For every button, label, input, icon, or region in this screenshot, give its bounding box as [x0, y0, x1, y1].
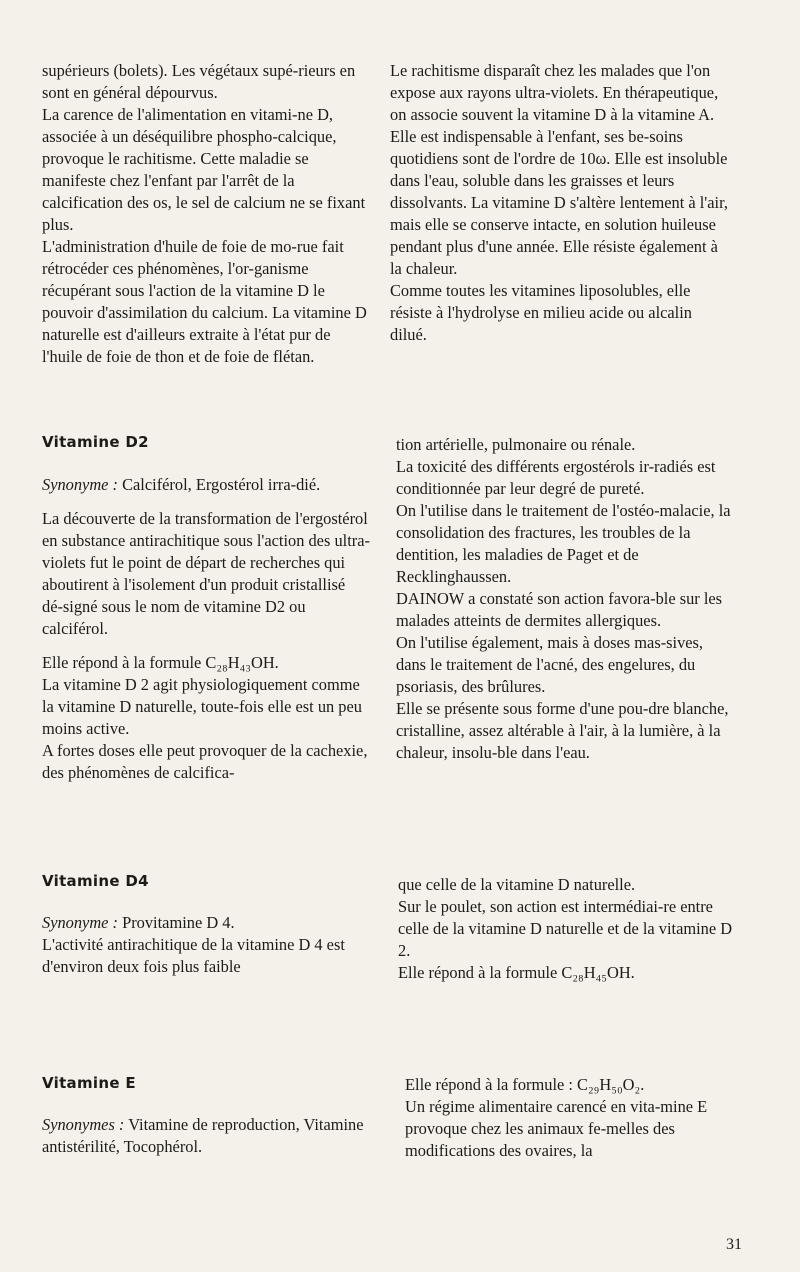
synonym-text: Calciférol, Ergostérol irra-dié. [118, 475, 321, 494]
paragraph: A fortes doses elle peut provoquer de la cachexie, des phénomènes de calcifica- [42, 741, 368, 782]
paragraph: La carence de l'alimentation en vitami-ne D, associée à un déséquilibre phospho-calcique, provoque le rachitisme. Cette maladie se manifeste chez l'enfant par l'arrêt de la calcification des os, le sel de calcium ne se fixant plus. [42, 105, 366, 234]
paragraph: On l'utilise également, mais à doses mas-sives, dans le traitement de l'acné, des engelures, du psoriasis, des brûlures. [396, 633, 704, 696]
synonym-line [42, 474, 370, 496]
synonym-line [42, 912, 370, 934]
paragraph: Elle est indispensable à l'enfant, ses be-soins quotidiens sont de l'ordre de 10ω. Elle est insoluble dans l'eau, soluble dans les graisses et leurs dissolvants. La vitamine D s'altère lentement à l'air, mais elle se conserve intacte, en solution huileuse pendant plus d'une année. Elle résiste également à la chaleur. [390, 127, 728, 278]
block1-left-column [42, 60, 367, 368]
paragraph: Un régime alimentaire carencé en vita-mine E provoque chez les animaux fe-melles des modifications des ovaires, la [405, 1097, 708, 1160]
synonym-text: Provitamine D 4. [118, 913, 235, 932]
formula-line: Elle répond à la formule C₂₈H₄₅OH. [398, 963, 635, 982]
synonym-line [42, 1114, 374, 1158]
section-heading-d2: Vitamine D2 [42, 433, 149, 451]
section-heading-e: Vitamine E [42, 1074, 136, 1092]
d4-right-column [398, 874, 734, 984]
paragraph: DAINOW a constaté son action favora-ble sur les malades atteints de dermites allergiques. [396, 589, 723, 630]
paragraph: L'administration d'huile de foie de mo-rue fait rétrocéder ces phénomènes, l'or-ganisme récupérant sous l'action de la vitamine D le pouvoir d'assimilation du calcium. La vitamine D naturelle est d'ailleurs extraite à l'état pur de l'huile de foie de thon et de foie de flétan. [42, 237, 367, 366]
paragraph: Comme toutes les vitamines liposolubles, elle résiste à l'hydrolyse en milieu acide ou alcalin dilué. [390, 281, 692, 344]
synonym-text: Vitamine de reproduction, Vitamine antistérilité, Tocophérol. [42, 1115, 364, 1156]
paragraph: La découverte de la transformation de l'ergostérol en substance antirachitique sous l'action des ultra-violets fut le point de départ de recherches qui aboutirent à l'isolement d'un produit cristallisé dé-signé sous le nom de vitamine D2 ou calciférol. [42, 509, 370, 638]
synonym-label: Synonyme : [42, 913, 118, 932]
paragraph: La vitamine D 2 agit physiologiquement comme la vitamine D naturelle, toute-fois elle est un peu moins active. [42, 675, 362, 738]
formula-line: Elle répond à la formule C₂₈H₄₃OH. [42, 653, 279, 672]
e-left-column [42, 1114, 374, 1158]
synonym-label: Synonyme : [42, 475, 118, 494]
block1-right-column [390, 60, 730, 346]
paragraph: que celle de la vitamine D naturelle. [398, 875, 636, 894]
paragraph: L'activité antirachitique de la vitamine D 4 est d'environ deux fois plus faible [42, 935, 345, 976]
d4-left-column [42, 912, 370, 978]
paragraph: tion artérielle, pulmonaire ou rénale. [396, 435, 636, 454]
paragraph: Le rachitisme disparaît chez les malades que l'on expose aux rayons ultra-violets. En thérapeutique, on associe souvent la vitamine D à la vitamine A. [390, 61, 719, 124]
e-right-column [405, 1074, 737, 1162]
paragraph: Elle se présente sous forme d'une pou-dre blanche, cristalline, assez altérable à l'air, à la lumière, à la chaleur, insolu-ble dans l'eau. [396, 699, 729, 762]
d2-right-column [396, 434, 734, 764]
paragraph: supérieurs (bolets). Les végétaux supé-rieurs en sont en général dépourvus. [42, 61, 356, 102]
paragraph: La toxicité des différents ergostérols ir-radiés est conditionnée par leur degré de pureté. [396, 457, 716, 498]
formula-line: Elle répond à la formule : C₂₉H₅₀O₂. [405, 1075, 645, 1094]
d2-left-column [42, 474, 370, 784]
synonym-label: Synonymes : [42, 1115, 125, 1134]
paragraph: Sur le poulet, son action est intermédiai-re entre celle de la vitamine D naturelle et de la vitamine D 2. [398, 897, 733, 960]
paragraph: On l'utilise dans le traitement de l'ostéo-malacie, la consolidation des fractures, les troubles de la dentition, les maladies de Paget et de Recklinghaussen. [396, 501, 731, 586]
section-heading-d4: Vitamine D4 [42, 872, 149, 890]
page-number: 31 [726, 1236, 742, 1253]
